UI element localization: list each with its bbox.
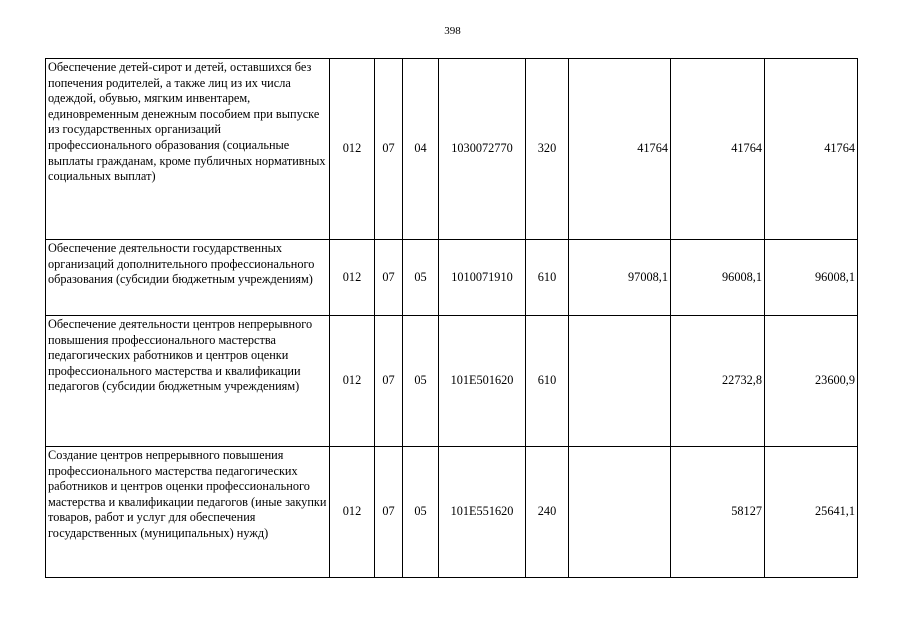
amount-year-3-cell: 41764	[765, 59, 858, 240]
target-article-cell: 101E501620	[439, 316, 526, 447]
page-number: 398	[444, 25, 461, 37]
subsection-code-cell: 05	[403, 316, 439, 447]
amount-year-1-cell	[569, 316, 671, 447]
expense-type-cell: 610	[526, 240, 569, 316]
amount-year-2-cell: 58127	[671, 447, 765, 578]
amount-year-1-cell: 97008,1	[569, 240, 671, 316]
subsection-code-cell: 05	[403, 447, 439, 578]
target-article-cell: 1030072770	[439, 59, 526, 240]
amount-year-3-cell: 25641,1	[765, 447, 858, 578]
amount-year-1-cell: 41764	[569, 59, 671, 240]
ministry-code-cell: 012	[330, 240, 375, 316]
target-article-cell: 1010071910	[439, 240, 526, 316]
table-row	[46, 316, 858, 447]
section-code-cell: 07	[375, 59, 403, 240]
budget-table	[45, 58, 858, 578]
expense-name-cell: Обеспечение деятельности государственных организаций дополнительного профессионального образования (субсидии бюджетным учреждениям)	[46, 240, 330, 316]
amount-year-2-cell: 96008,1	[671, 240, 765, 316]
expense-name-cell: Создание центров непрерывного повышения профессионального мастерства педагогических работников и центров оценки профессионального мастерства и квалификации педагогов (иные закупки товаров, работ и услуг для обеспечения государственных (муниципальных) нужд)	[46, 447, 330, 578]
expense-name-cell: Обеспечение детей-сирот и детей, оставшихся без попечения родителей, а также лиц из их числа одеждой, обувью, мягким инвентарем, единовременным денежным пособием при выпуске из государственных организаций профессионального образования (социальные выплаты гражданам, кроме публичных нормативных социальных выплат)	[46, 59, 330, 240]
expense-name-cell: Обеспечение деятельности центров непрерывного повышения профессионального мастерства педагогических работников и центров оценки профессионального мастерства и квалификации педагогов (субсидии бюджетным учреждениям)	[46, 316, 330, 447]
section-code-cell: 07	[375, 316, 403, 447]
ministry-code-cell: 012	[330, 316, 375, 447]
expense-type-cell: 240	[526, 447, 569, 578]
amount-year-2-cell: 41764	[671, 59, 765, 240]
table-row	[46, 447, 858, 578]
amount-year-3-cell: 96008,1	[765, 240, 858, 316]
amount-year-2-cell: 22732,8	[671, 316, 765, 447]
subsection-code-cell: 05	[403, 240, 439, 316]
target-article-cell: 101E551620	[439, 447, 526, 578]
table-row	[46, 59, 858, 240]
subsection-code-cell: 04	[403, 59, 439, 240]
amount-year-3-cell: 23600,9	[765, 316, 858, 447]
table-row	[46, 240, 858, 316]
expense-type-cell: 610	[526, 316, 569, 447]
section-code-cell: 07	[375, 447, 403, 578]
ministry-code-cell: 012	[330, 59, 375, 240]
section-code-cell: 07	[375, 240, 403, 316]
amount-year-1-cell	[569, 447, 671, 578]
ministry-code-cell: 012	[330, 447, 375, 578]
expense-type-cell: 320	[526, 59, 569, 240]
